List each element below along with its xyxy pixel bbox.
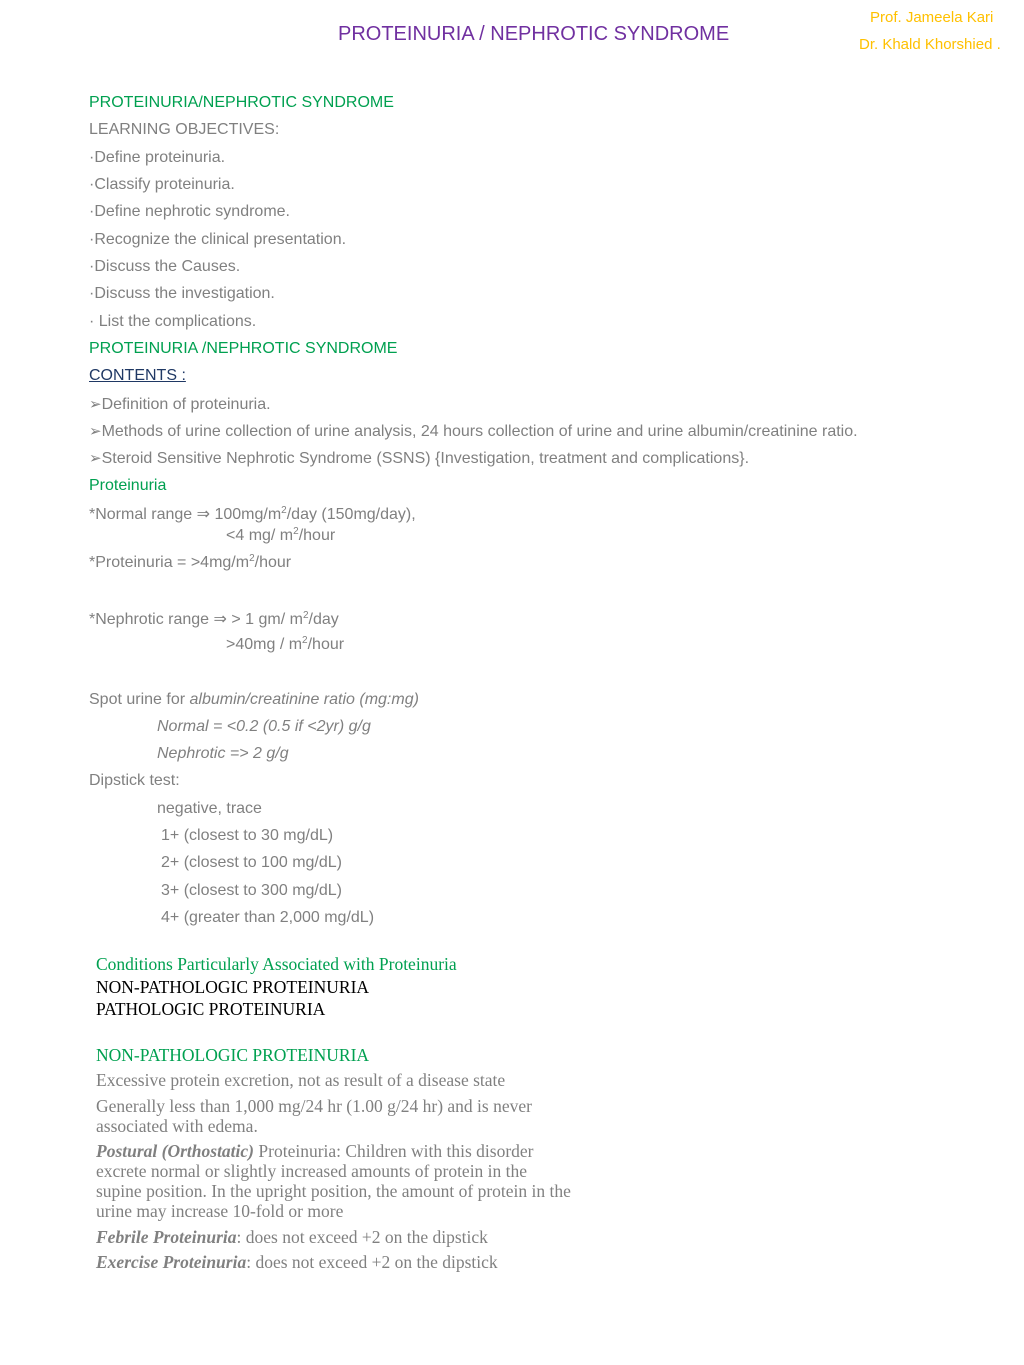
- febrile-proteinuria: Febrile Proteinuria: does not exceed +2 on the dipstick: [96, 1227, 488, 1247]
- dipstick-item: 2+ (closest to 100 mg/dL): [161, 854, 342, 871]
- contents-item: ➢Methods of urine collection of urine analysis, 24 hours collection of urine and urine albumin/creatinine ratio.: [89, 423, 858, 440]
- normal-range-hourly: <4 mg/ $m^2$/hour: [226, 526, 336, 544]
- objective-item: · List the complications.: [89, 313, 257, 330]
- section-heading-contents: PROTEINURIA /NEPHROTIC SYNDROME: [89, 340, 398, 357]
- objective-item: ·Recognize the clinical presentation.: [89, 231, 347, 248]
- implies-arrow-icon: ⇒: [196, 506, 211, 523]
- learning-objectives-label: LEARNING OBJECTIVES:: [89, 121, 280, 138]
- objective-item: ·Define proteinuria.: [89, 149, 226, 166]
- nonpath-line: Excessive protein excretion, not as result of a disease state: [96, 1070, 506, 1090]
- conditions-heading: Conditions Particularly Associated with Proteinuria: [96, 954, 457, 974]
- objective-item: ·Classify proteinuria.: [89, 176, 235, 193]
- nonpath-heading: NON-PATHOLOGIC PROTEINURIA: [96, 1045, 370, 1065]
- contents-item: ➢Steroid Sensitive Nephrotic Syndrome (SSNS) {Investigation, treatment and complications}.: [89, 450, 750, 467]
- proteinuria-heading: Proteinuria: [89, 477, 167, 494]
- nephrotic-range-line: *Nephrotic range ⇒ > 1 gm/ $m^2$/day: [89, 610, 339, 628]
- nonpath-line: Generally less than 1,000 mg/24 hr (1.00 g/24 hr) and is never associated with edema.: [96, 1096, 532, 1136]
- condition-item: NON-PATHOLOGIC PROTEINURIA: [96, 977, 370, 997]
- dipstick-label: Dipstick test:: [89, 772, 180, 789]
- objective-item: ·Define nephrotic syndrome.: [89, 203, 290, 220]
- proteinuria-definition: *Proteinuria = $>4mg/m^2$/hour: [89, 553, 292, 571]
- normal-range-line: *Normal range ⇒ $100mg/m^2$/day (150mg/day),: [89, 505, 416, 523]
- page-title: PROTEINURIA / NEPHROTIC SYNDROME: [338, 23, 730, 45]
- contents-label: CONTENTS :: [89, 367, 186, 384]
- arrow-bullet-icon: ➢: [89, 423, 102, 440]
- dipstick-item: negative, trace: [157, 800, 262, 817]
- arrow-bullet-icon: ➢: [89, 396, 102, 413]
- nephrotic-range-hourly: $>40mg / m^2$/hour: [226, 635, 345, 653]
- objective-item: ·Discuss the Causes.: [89, 258, 241, 275]
- arrow-bullet-icon: ➢: [89, 450, 102, 467]
- contents-item: ➢Definition of proteinuria.: [89, 396, 271, 413]
- spot-urine-line: Spot urine for albumin/creatinine ratio (mg:mg): [89, 691, 419, 708]
- postural-proteinuria: Postural (Orthostatic) Proteinuria: Children with this disorder excrete normal or slightly increased amounts of protein in the supine position. In the upright position, the amount of protein in the urine may increase 10-fold or more: [96, 1141, 571, 1221]
- dipstick-item: 1+ (closest to 30 mg/dL): [161, 827, 334, 844]
- author-2: Dr. Khald Khorshied .: [859, 36, 1001, 53]
- spot-normal: Normal = <0.2 (0.5 if <2yr) g/g: [157, 718, 371, 735]
- exercise-proteinuria: Exercise Proteinuria: does not exceed +2 on the dipstick: [96, 1252, 498, 1272]
- objective-item: ·Discuss the investigation.: [89, 285, 275, 302]
- section-heading-objectives: PROTEINURIA/NEPHROTIC SYNDROME: [89, 94, 394, 111]
- author-1: Prof. Jameela Kari: [870, 9, 994, 26]
- dipstick-item: 3+ (closest to 300 mg/dL): [161, 882, 342, 899]
- implies-arrow-icon: ⇒: [213, 611, 227, 628]
- spot-nephrotic: Nephrotic => 2 g/g: [157, 745, 289, 762]
- condition-item: PATHOLOGIC PROTEINURIA: [96, 999, 326, 1019]
- dipstick-item: 4+ (greater than 2,000 mg/dL): [161, 909, 375, 926]
